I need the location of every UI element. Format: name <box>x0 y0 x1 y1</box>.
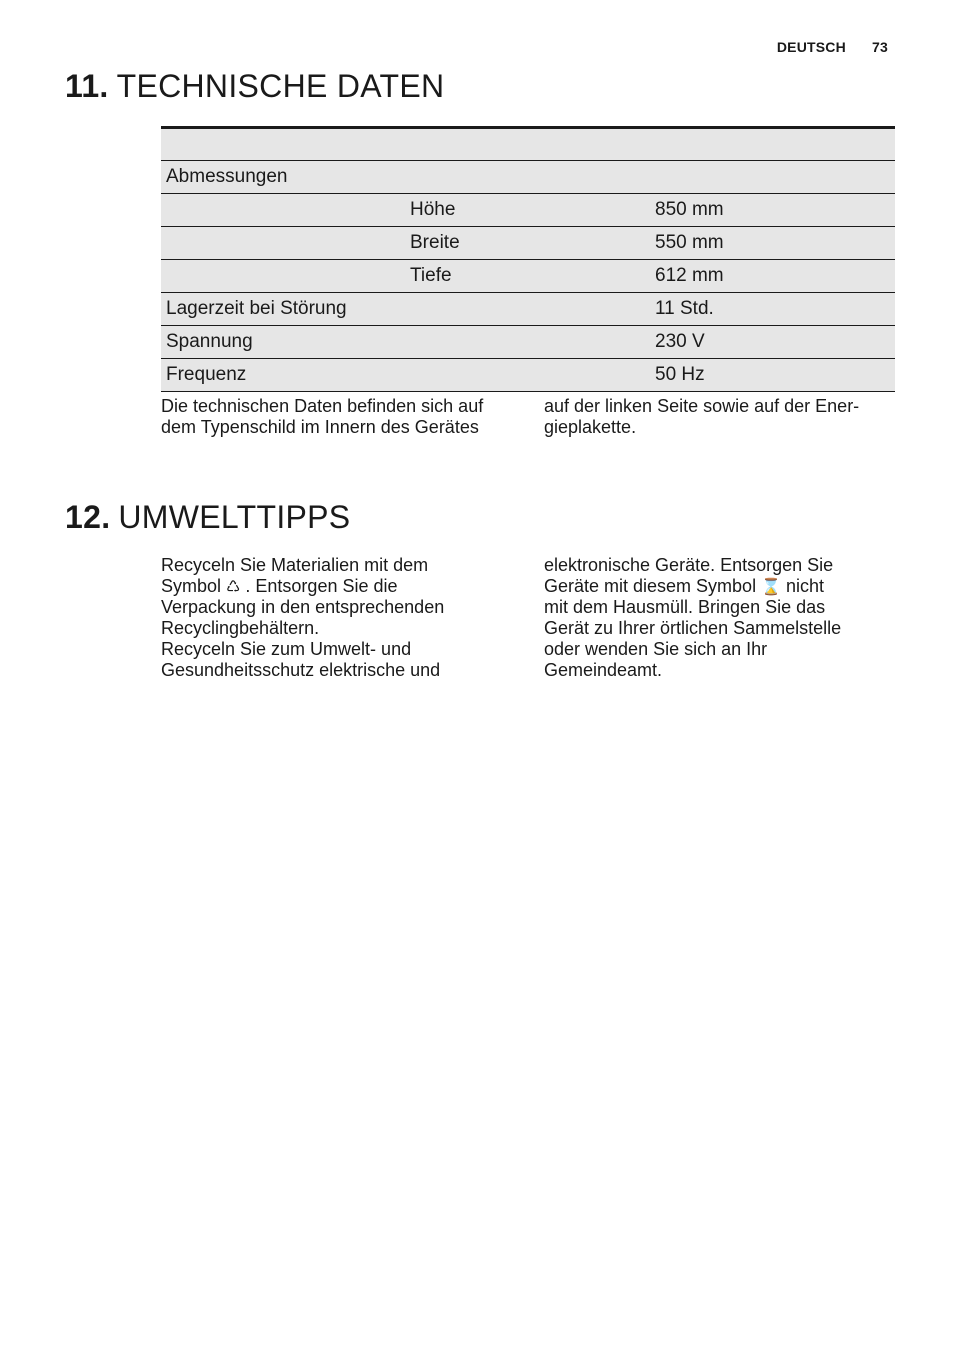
text-line: Verpackung in den entsprechenden <box>161 597 445 617</box>
text-line: nicht <box>786 576 825 596</box>
section-12-title: UMWELTTIPPS <box>118 499 351 535</box>
row-value: 550 mm <box>650 227 895 260</box>
table-row <box>161 260 895 293</box>
row-label <box>161 260 405 293</box>
table-row <box>161 227 895 260</box>
language-label: DEUTSCH <box>776 39 846 55</box>
text-line: elektronische Geräte. Entsorgen Sie <box>544 555 834 575</box>
text-line: Gerät zu Ihrer örtlichen Sammelstelle <box>544 618 842 638</box>
row-sublabel: Höhe <box>405 194 650 227</box>
note-right-text <box>544 396 894 438</box>
text-line: Recyclingbehältern. <box>161 618 320 638</box>
recycle-icon: ♺ <box>226 577 241 596</box>
env-right-text <box>544 555 894 681</box>
note-line: dem Typenschild im Innern des Gerätes <box>161 417 479 437</box>
row-label: Spannung <box>161 326 650 359</box>
section-11-heading <box>65 68 444 105</box>
tech-data-table <box>161 126 895 392</box>
text-line: Recyceln Sie Materialien mit dem <box>161 555 429 575</box>
page-number: 73 <box>872 39 888 55</box>
text-line: . Entsorgen Sie die <box>245 576 398 596</box>
row-sublabel: Breite <box>405 227 650 260</box>
row-value: 50 Hz <box>650 359 895 392</box>
table-header-row <box>161 128 895 161</box>
table-row <box>161 359 895 392</box>
row-value: 11 Std. <box>650 293 895 326</box>
table-row <box>161 326 895 359</box>
note-line: Die technischen Daten befinden sich auf <box>161 396 484 416</box>
table-row <box>161 293 895 326</box>
row-value: 612 mm <box>650 260 895 293</box>
text-line: Symbol <box>161 576 222 596</box>
row-sublabel: Tiefe <box>405 260 650 293</box>
text-line: Gesundheitsschutz elektrische und <box>161 660 441 680</box>
note-left-text <box>161 396 521 438</box>
page-header <box>777 39 888 55</box>
text-line: Recyceln Sie zum Umwelt- und <box>161 639 412 659</box>
row-label <box>161 227 405 260</box>
table-row <box>161 194 895 227</box>
section-12-number: 12. <box>65 499 111 535</box>
table-row <box>161 161 895 194</box>
text-line: Gemeindeamt. <box>544 660 663 680</box>
row-label: Lagerzeit bei Störung <box>161 293 650 326</box>
note-line: auf der linken Seite sowie auf der Ener- <box>544 396 860 416</box>
row-label: Frequenz <box>161 359 650 392</box>
env-left-text <box>161 555 521 681</box>
section-11-number: 11. <box>65 68 109 104</box>
row-label <box>161 194 405 227</box>
dimensions-label: Abmessungen <box>161 161 895 194</box>
text-line: Geräte mit diesem Symbol <box>544 576 757 596</box>
section-11-title: TECHNISCHE DATEN <box>116 68 445 104</box>
text-line: mit dem Hausmüll. Bringen Sie das <box>544 597 826 617</box>
row-value: 230 V <box>650 326 895 359</box>
crossed-bin-icon: ⌛ <box>761 577 782 596</box>
text-line: oder wenden Sie sich an Ihr <box>544 639 768 659</box>
row-value: 850 mm <box>650 194 895 227</box>
note-line: gieplakette. <box>544 417 637 437</box>
section-12-heading <box>65 499 350 536</box>
